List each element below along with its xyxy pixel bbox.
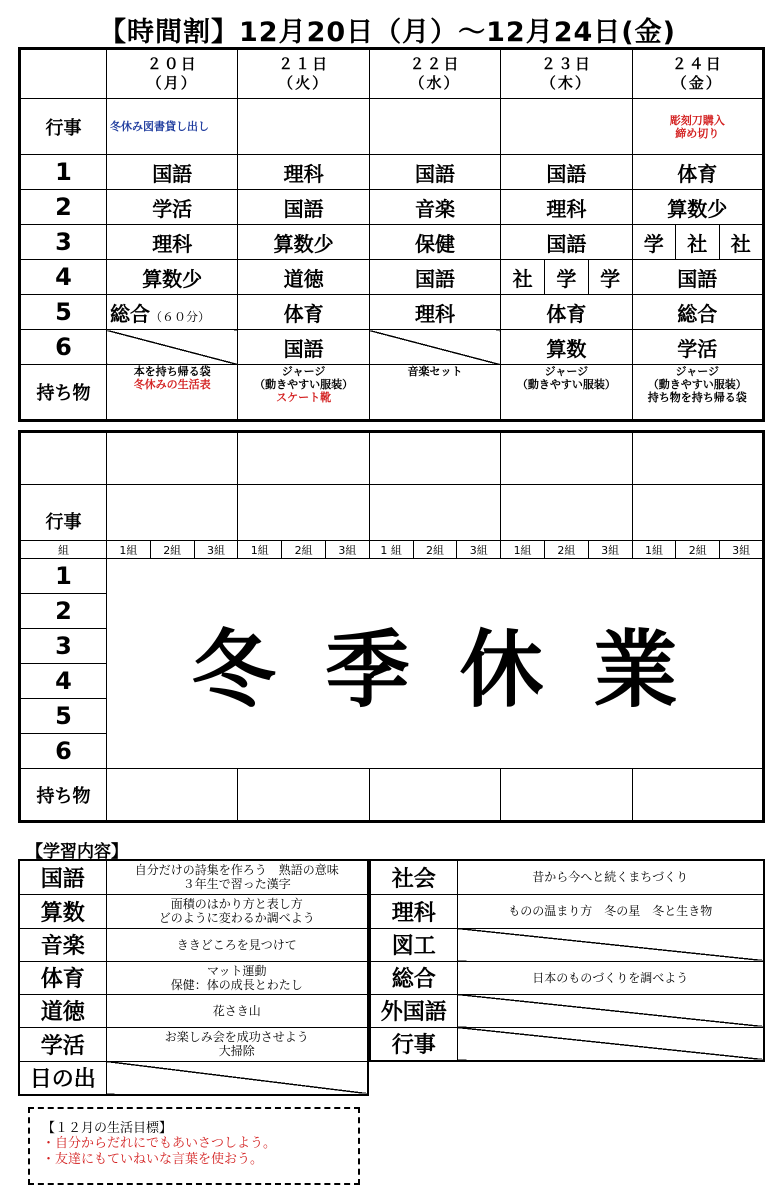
cell-p5-mon: 総合（６０分） — [107, 295, 238, 330]
subject-label: 算数 — [19, 894, 106, 928]
day-header-empty — [238, 432, 369, 485]
subject-label: 社会 — [370, 860, 457, 894]
event-cell — [501, 485, 632, 541]
subject-label: 学活 — [19, 1027, 106, 1061]
cell-p3-mon: 理科 — [107, 225, 238, 260]
items-cell — [501, 769, 632, 822]
event-tue — [238, 99, 369, 155]
items-cell — [238, 769, 369, 822]
events-label: 行事 — [20, 485, 107, 541]
items-wed: 音楽セット — [369, 365, 500, 421]
class-cell: 1 組 — [369, 541, 413, 559]
cell-p4-mon: 算数少 — [107, 260, 238, 295]
subject-content-empty — [457, 928, 764, 961]
page-title: 【時間割】12月20日（月）～12月24日(金) — [99, 17, 676, 48]
class-cell: 3組 — [457, 541, 501, 559]
subject-content: 昔から今へと続くまちづくり — [457, 860, 764, 894]
subject-label: 行事 — [370, 1027, 457, 1061]
subject-label: 理科 — [370, 894, 457, 928]
goal-item: ・友達にもていねいな言葉を使おう。 — [42, 1152, 264, 1167]
learning-left-table — [18, 859, 369, 1096]
class-cell: 3組 — [325, 541, 369, 559]
day-header-empty — [369, 432, 500, 485]
day-header-empty — [501, 432, 632, 485]
items-cell — [632, 769, 763, 822]
subject-label: 外国語 — [370, 994, 457, 1027]
class-cell: 1組 — [238, 541, 282, 559]
class-cell: 2組 — [544, 541, 588, 559]
subject-content: 花さき山 — [106, 994, 368, 1027]
event-cell — [238, 485, 369, 541]
timetable-week2 — [18, 430, 765, 823]
period-6-label: 6 — [20, 734, 107, 769]
event-cell — [632, 485, 763, 541]
items-thu: ジャージ （動きやすい服装） — [501, 365, 632, 421]
corner-cell — [20, 49, 107, 99]
class-cell: 2組 — [676, 541, 720, 559]
period-2-label: 2 — [20, 594, 107, 629]
period-1-label: 1 — [20, 559, 107, 594]
class-cell: 1組 — [107, 541, 151, 559]
event-mon: 冬休み図書貸し出し — [107, 99, 238, 155]
day-header-mon: ２０日 （月） — [107, 49, 238, 99]
goal-item: ・自分からだれにでもあいさつしよう。 — [42, 1136, 277, 1151]
period-4-label: 4 — [20, 260, 107, 295]
cell-p5-tue: 体育 — [238, 295, 369, 330]
class-cell: 3組 — [720, 541, 764, 559]
period-1-label: 1 — [20, 155, 107, 190]
cell-p1-fri: 体育 — [632, 155, 763, 190]
cell-p1-tue: 理科 — [238, 155, 369, 190]
period-5-label: 5 — [20, 295, 107, 330]
cell-p6-thu: 算数 — [501, 330, 632, 365]
day-header-empty — [632, 432, 763, 485]
subject-content: 自分だけの詩集を作ろう 熟語の意味 ３年生で習った漢字 — [106, 860, 368, 894]
subject-content-empty — [457, 1027, 764, 1061]
items-cell — [107, 769, 238, 822]
subject-content: ききどころを見つけて — [106, 928, 368, 961]
split-sub: 社 — [675, 225, 718, 259]
subject-content-empty — [106, 1061, 368, 1095]
subject-content-empty — [457, 994, 764, 1027]
items-label: 持ち物 — [20, 365, 107, 421]
class-cell: 2組 — [413, 541, 457, 559]
class-cell: 1組 — [501, 541, 545, 559]
day-header-wed: ２２日 （水） — [369, 49, 500, 99]
class-cell: 3組 — [194, 541, 238, 559]
event-cell — [369, 485, 500, 541]
items-label: 持ち物 — [20, 769, 107, 822]
corner-cell — [20, 432, 107, 485]
subject-content: ものの温まり方 冬の星 冬と生き物 — [457, 894, 764, 928]
cell-p2-wed: 音楽 — [369, 190, 500, 225]
cell-p2-fri: 算数少 — [632, 190, 763, 225]
split-sub: 学 — [588, 260, 632, 294]
cell-p1-wed: 国語 — [369, 155, 500, 190]
class-cell: 2組 — [150, 541, 194, 559]
cell-p5-wed: 理科 — [369, 295, 500, 330]
learning-heading: 【学習内容】 — [26, 842, 128, 862]
period-2-label: 2 — [20, 190, 107, 225]
cell-p4-thu — [501, 260, 632, 295]
cell-p4-fri: 国語 — [632, 260, 763, 295]
period-3-label: 3 — [20, 629, 107, 664]
subject-content: 面積のはかり方と表し方 どのように変わるか調べよう — [106, 894, 368, 928]
subject-label: 音楽 — [19, 928, 106, 961]
cell-p3-thu: 国語 — [501, 225, 632, 260]
items-mon: 本を持ち帰る袋 冬休みの生活表 — [107, 365, 238, 421]
subject-content: マット運動 保健：体の成長とわたし — [106, 961, 368, 994]
subject-label: 体育 — [19, 961, 106, 994]
cell-p6-mon-empty — [107, 330, 238, 365]
subject-content: 日本のものづくりを調べよう — [457, 961, 764, 994]
cell-p1-mon: 国語 — [107, 155, 238, 190]
class-cell: 1組 — [632, 541, 676, 559]
cell-p2-tue: 国語 — [238, 190, 369, 225]
winter-break-banner: 冬季休業 — [107, 559, 764, 769]
cell-p4-wed: 国語 — [369, 260, 500, 295]
subject-label: 道徳 — [19, 994, 106, 1027]
class-cell: 3組 — [588, 541, 632, 559]
event-fri: 彫刻刀購入 締め切り — [632, 99, 763, 155]
class-cell: 2組 — [282, 541, 326, 559]
subject-content: お楽しみ会を成功させよう 大掃除 — [106, 1027, 368, 1061]
cell-p5-fri: 総合 — [632, 295, 763, 330]
learning-right-table — [369, 859, 765, 1062]
event-thu — [501, 99, 632, 155]
cell-p2-thu: 理科 — [501, 190, 632, 225]
event-cell — [107, 485, 238, 541]
split-sub: 学 — [544, 260, 588, 294]
day-header-empty — [107, 432, 238, 485]
day-header-thu: ２３日 （木） — [501, 49, 632, 99]
cell-p1-thu: 国語 — [501, 155, 632, 190]
cell-p3-tue: 算数少 — [238, 225, 369, 260]
period-5-label: 5 — [20, 699, 107, 734]
day-header-fri: ２４日 （金） — [632, 49, 763, 99]
split-sub: 学 — [643, 231, 664, 256]
goal-heading: 【１２月の生活目標】 — [42, 1121, 173, 1136]
cell-p4-tue: 道徳 — [238, 260, 369, 295]
period-3-label: 3 — [20, 225, 107, 260]
day-header-tue: ２１日 （火） — [238, 49, 369, 99]
monthly-goal-box — [28, 1107, 360, 1185]
class-label: 組 — [20, 541, 107, 559]
subject-label: 国語 — [19, 860, 106, 894]
subject-label: 総合 — [370, 961, 457, 994]
period-4-label: 4 — [20, 664, 107, 699]
cell-p5-thu: 体育 — [501, 295, 632, 330]
subject-label: 図工 — [370, 928, 457, 961]
cell-p2-mon: 学活 — [107, 190, 238, 225]
subject-label: 日の出 — [19, 1061, 106, 1095]
items-fri: ジャージ （動きやすい服装） 持ち物を持ち帰る袋 — [632, 365, 763, 421]
split-sub: 社 — [512, 266, 533, 291]
cell-p6-tue: 国語 — [238, 330, 369, 365]
events-label: 行事 — [20, 99, 107, 155]
split-sub: 社 — [719, 225, 762, 259]
period-6-label: 6 — [20, 330, 107, 365]
cell-p6-wed-empty — [369, 330, 500, 365]
cell-p3-fri — [632, 225, 763, 260]
cell-p6-fri: 学活 — [632, 330, 763, 365]
timetable-week1 — [18, 47, 765, 422]
cell-p3-wed: 保健 — [369, 225, 500, 260]
event-wed — [369, 99, 500, 155]
items-cell — [369, 769, 500, 822]
items-tue: ジャージ （動きやすい服装） スケート靴 — [238, 365, 369, 421]
